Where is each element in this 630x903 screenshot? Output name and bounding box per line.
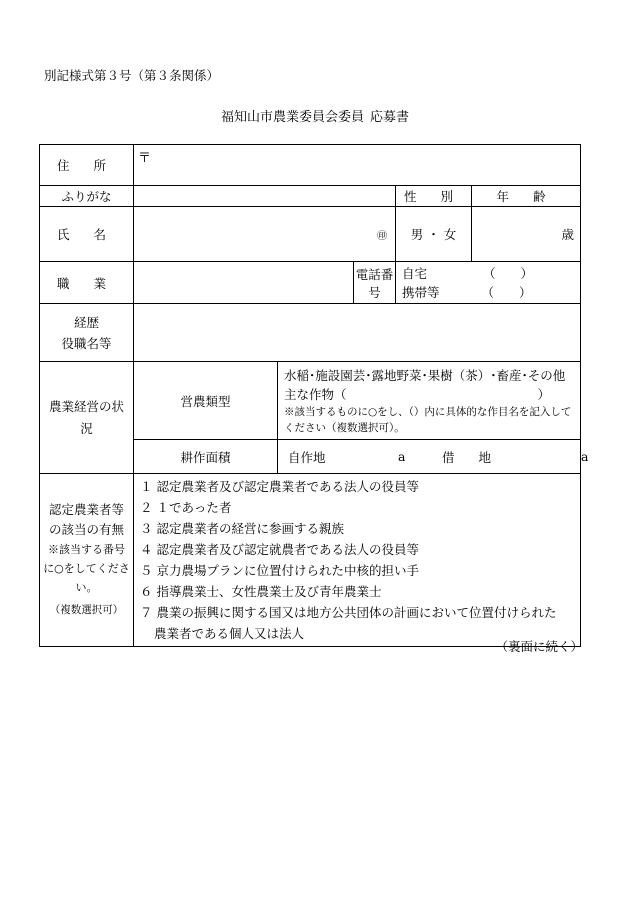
occupation-row (40, 262, 581, 304)
own-land-unit: a (398, 449, 406, 464)
farming-type-label: 営農類型 (134, 362, 278, 440)
leased-land-unit: a (581, 449, 589, 464)
farming-type-note: ※該当するものに○をし、（）内に具体的な作目名を記入してください（複数選択可）。 (284, 405, 572, 434)
certified-item-7-continued: 農業者である個人又は法人 (154, 626, 305, 641)
farming-type-row (40, 362, 581, 440)
main-crop-close: ） (537, 386, 551, 402)
phone-home-label: 自宅 (402, 265, 428, 281)
certified-item-1[interactable]: １ 認定農業者及び認定農業者である法人の役員等 (140, 479, 419, 494)
certified-item-5[interactable]: ５ 京力農場プランに位置付けられた中核的担い手 (140, 563, 419, 578)
name-label: 氏 名 (40, 207, 134, 262)
certified-item-7[interactable]: ７ 農業の振興に関する国又は地方公共団体の計画において位置付けられた (140, 605, 557, 620)
page-title (0, 106, 630, 125)
farming-type-options: 水稲･施設園芸･露地野菜･果樹（茶）･畜産･その他 (284, 367, 566, 383)
career-label (40, 304, 134, 362)
application-form-table (39, 144, 589, 647)
phone-mobile-paren: （ ） (481, 284, 532, 300)
furigana-label: ふりがな (40, 186, 134, 207)
farming-status-label: 農業経営の状況 (40, 362, 134, 474)
furigana-field[interactable] (134, 186, 396, 207)
farming-type-field[interactable] (278, 362, 581, 440)
title-main: 福知山市農業委員会委員 (220, 110, 364, 125)
leased-land-label: 借 地 (442, 449, 501, 465)
form-reference: 別記様式第３号（第３条関係） (44, 68, 220, 83)
certified-row (40, 474, 581, 647)
cultivated-area-label: 耕作面積 (134, 440, 278, 474)
postal-mark: 〒 (138, 151, 152, 166)
own-land-label: 自作地 (288, 449, 326, 465)
certified-label: 認定農業者等の該当の有無 (48, 502, 124, 537)
main-crop-label: 主な作物（ (284, 386, 347, 402)
title-sub: 応募書 (370, 110, 410, 125)
age-label: 年 齢 (472, 186, 581, 207)
certified-options[interactable] (134, 474, 581, 647)
age-unit: 歳 (561, 227, 575, 242)
certified-item-2[interactable]: ２ １であった者 (140, 500, 232, 515)
certified-note: ※該当する番号に○をしてください。 (43, 543, 130, 594)
address-row (40, 145, 581, 186)
age-field[interactable] (472, 207, 581, 262)
address-field[interactable] (134, 145, 581, 186)
gender-options[interactable]: 男 ・ 女 (396, 207, 472, 262)
phone-label: 電話番号 (354, 262, 396, 304)
phone-mobile-label: 携帯等 (402, 284, 440, 300)
certified-item-6[interactable]: ６ 指導農業士、女性農業士及び青年農業士 (140, 584, 382, 599)
address-label: 住 所 (40, 145, 134, 186)
phone-field[interactable] (396, 262, 581, 304)
occupation-label: 職 業 (40, 262, 134, 304)
certified-item-3[interactable]: ３ 認定農業者の経営に参画する親族 (140, 521, 344, 536)
certified-label-cell (40, 474, 134, 647)
continued-note: （裏面に続く） (495, 639, 583, 654)
career-label-2: 役職名等 (61, 335, 112, 351)
career-row (40, 304, 581, 362)
gender-label: 性 別 (396, 186, 472, 207)
cultivated-area-field[interactable] (278, 440, 581, 474)
certified-multi: （複数選択可） (49, 604, 124, 616)
certified-item-4[interactable]: ４ 認定農業者及び認定就農者である法人の役員等 (140, 542, 419, 557)
occupation-field[interactable] (134, 262, 354, 304)
furigana-row (40, 186, 581, 207)
name-field[interactable] (134, 207, 396, 262)
seal-icon: ㊞ (377, 230, 387, 242)
phone-home-paren: （ ） (483, 265, 534, 281)
career-label-1: 経歴 (73, 314, 99, 330)
career-field[interactable] (134, 304, 581, 362)
name-row (40, 207, 581, 262)
